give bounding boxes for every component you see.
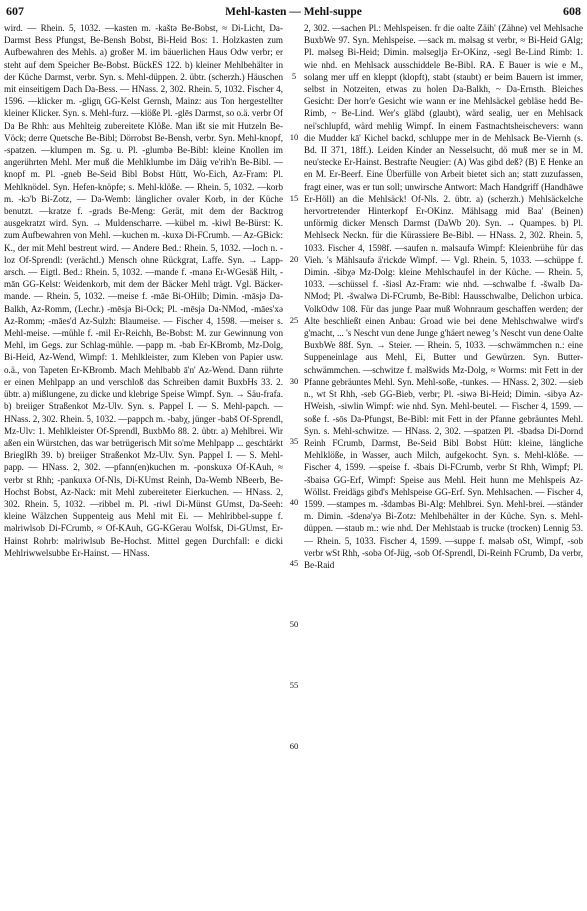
line-number: 15 [289, 192, 299, 203]
line-number: 20 [289, 253, 299, 264]
left-column-text: wird. — Rhein. 5, 1032. —kasten m. -kaštə Be-Bobst, ≈ Di-Licht, Da-Darmst Bess Pfungst, Be-Bensh Bobst, Bi-Heid Bos: 1. Holzkasten zum Aufbewahren des Mehls. a) großer M. im bäuerlichen Haus Odw verbr; er steht auf dem Speicher Be-Bobst. BückES 122. b) kleiner Mehlbehälter in der Küche Darmst, verbr. Syn. s. Mehl-düppen. 2. übtr. (scherzh.) Häuschen mit einseitigem Dach Da-Bess. — HNass. 2, 302. Rhein. 5, 1032. Fischer 4, 1596. —klicker m. -glign̥ GG-Kelst Gernsh, Mainz: aus Ton hergestellter kleiner Klicker. Syn. s. Mehl-furz. —klöße Pl. -glēs Darmst, so o.ä. verbr Of Da Be Rhh: aus Mehlteig zubereitete Klöße. Man ißt sie mit Hutzeln Be-Vöck; derre Quetsche Be-Bibl; Dörrobst Be-Bensh, verbr. Syn. Mehl-knopf, -spatzen. —klumpen m. Sg. u. Pl. -glumbə Be-Bibl: kleine Knollen im angerührten Mehl. Mer muß die Mehlklumbe im Däig ve'rih'n Be-Bibl. —knopf m. Pl. -gneb Be-Seid Bibl Bobst Hütt, Wo-Eich, Az-Fram: Pl. Mehlknödel. Syn. Hefen-knöpfe; s. Mehl-klöße. — Rhein. 5, 1032. —korb m. -kɔ'b Bi-Zotz, — Da-Wemb: länglicher ovaler Korb, in der Küche benutzt. —kratze f. -grads Be-Meng: Gerät, mit dem der Backtrog ausgekratzt wird. Syn. → Muldenscharre. —kübel m. -kiwl Be-Bürst: K. zum Aufbewahren von Mehl. —kuchen m. -kuxə Di-FCrumb. — Az-GBick: K., der mit Mehl bestreut wird. — Andere Bed.: Rhein. 5, 1032. —loch n. -loz Of-Sprendl: (verächtl.) Mensch ohne Rückgrat, Laffe. Syn. → Lapp-arsch. — Eigtl. Bed.: Rhein. 5, 1032. —mande f. -manə Er-WGesäß Hilt, -mān GG-Kelst: Weidenkorb, mit dem der Bäcker Mehl trägt. Vgl. Bäcker-mande. — Rhein. 5, 1032. —meise f. -māe Bi-OHilb; Dimin. -māsjə Da-Balkh, Az-Romm, (Lechr.) -mēsjə Bi-Ock; Pl. -mēsjə Da-NMod, -māes'xə Az-Romm; -māes'd Az-Sulzh: Blaumeise. — Fischer 4, 1598. —meiser s. Mehl-meise. —mühle f. -mil Er-Reichh, Be-Bobst: M. zur Gewinnung von Mehl, im Gegs. zur Schlag-mühle. —papp m. -bab Er-KBromb, Mz-Dolg, Bi-Heid, Az-Wend, Wimpf: 1. Mehlkleister, zum Kleben von Papier usw. o.ä., von Tapeten Er-KBromb. Mach Mehlbabb ā'n' Az-Wend. Dann rührte er einen Mehlpapp an und verschloß das Schreiben damit BuxbHs 33. 2. übtr. a) mißlungene, zu dicke und klebrige Speise Wimpf. Syn. → Säu-frafa. b) breiiger Straßenkot Mz-Ulv. Syn. s. Pappel I. — S. Mehl-papch. — HNass. 2, 302. Rhein. 5, 1032. —pappch m. -babχ, jünger -babš Of-Sprendl, Mz-Ulv: 1. Mehlkleister Of-Sprendl, BuxbMo 88. 2. übtr. a) Mehlbrei. Wir aßen ein Würstchen, das war betrügerisch Mit so'me Mehlpapp ... geschtärkt BrieglRh 39. b) breiiger Straßenkot Mz-Ulv. Syn. Pappel I. — S. Mehl-papp. — HNass. 2, 302. —pfann(en)kuchen m. -ponskuxə Of-KAuh, ≈ verbr st Rhh; -pankuxə Of-Nls, Di-KUmst Reinh, Da-Wemb NBeerb, Be-Hochst Bobst, Az-Nack: mit Mehl zubereiteter Eierkuchen. — HNass. 2, 302. Rhein. 5, 1032. —ribbel m. Pl. -riwl Di-Münst GUmst, Da-Seeh: kleine Wälzchen Suppenteig aus Mehl mit Ei. — Mehlribbel-suppe f. məlriwlsob Di-FCrumb, ≈ Of-KAuh, GG-KGerau Wolfsk, Di-GUmst, Er-Hainst Rohrb: məlriwlsub Be-Hochst. Mittel gegen Durchfall: e dicki Mehlriwwelsubbe Er-Hainst. — HNass. [4, 23, 283, 558]
line-number: 40 [289, 497, 299, 508]
right-column [304, 22, 583, 908]
line-number: 45 [289, 558, 299, 569]
line-number: 30 [289, 375, 299, 386]
line-number: 55 [289, 680, 299, 690]
line-number: 5 [291, 71, 297, 81]
line-number-margin [286, 22, 302, 908]
line-number: 60 [289, 740, 299, 751]
line-number: 35 [289, 436, 299, 447]
running-title: Mehl-kasten — Mehl-suppe [225, 6, 362, 18]
line-number: 25 [289, 314, 299, 325]
page-number-left: 607 [6, 4, 24, 18]
line-number: 50 [289, 619, 299, 630]
page-header [6, 4, 581, 22]
right-column-text: 2, 302. —sachen Pl.: Mehlspeisen. fr die oalte Zäih' (Zähne) vel Mehlsache BuxbWe 97. Syn. Mehlspeise. —sack m. məlsag st verbr, ≈ Bi-Heid GAlg; Pl. məlseg Bi-Heid; Dimin. məlsegljə Er-OKinz, -segl Be-Lind Rimb: 1. wie nhd. en Mehlsack ausschiddele Be-Bibl. RA. E Bauer is wie e M., solang mer uff en kleppt (klopft), stabt (staubt) er beim Bauern ist immer, selbst in Notzeiten, etwas zu holen Da-Balkh, ~ Da-Ernsth. Bleiches Gesicht: Der horr'e Gesicht wie wann er ine Mehlsäckel gebläse hedd Be-Rimb, ~ Be-Lind. Wer's gläbd (glaubt), wärd sealig, uer en Mehlsack nei'schlupfd, wärd mehlig Wimpf. In einem Fastnachtsheischevers: wann die Mudder kā' Kichel backd, schluppe mer in de Mehlsack Be-Viernh (s. Bd. II 371, 18ff.). Leiden Kinder an Nesselsucht, dö muß mer se in M. neu'stecke Er-Hainst. Bestrafte Neugier: (A) Was gibd deß? (B) E Henke an en M. Er-Beerf. Eine Überfülle von Arbeit bietet sich an; statt zuzufassen, fragt einer, was er tun soll; unwirsche Antwort: Mach Handgriff (Handhāwe Er-Höll) an die Mehlsäck! Of-Nls. 2. übtr. a) (scherzh.) Mehlsäckelche hervortretender Hinterkopf Er-OKinz. Mählsagg mid Baa' (Beinen) unförmig dicker Mensch Darmst (DaWb 20). Syn. → Quampes. b) Pl. Mehlseck Neckn. für die Kürassiere Be-Bibl. — HNass. 2, 302. Rhein. 5, 1033. Fischer 4, 1598f. —saufen n. məlsaufə Wimpf: Kleienbrühe für das Vieh. 's Mählsaufə ä'rickde Wimpf. — Vgl. Rhein. 5, 1033. —schüppe f. Dimin. -šibχə Mz-Dolg: kleine Mehlschaufel in der Küche. — Rhein. 5, 1033. —schüssel f. -šiəsl Az-Fram: wie nhd. —schwalbe f. -šwalb Da-NMod; Pl. -šwalwə Di-FCrumb, Be-Bibl: Hausschwalbe, Delichon urbica. VolkOdw 108. Für das junge Paar muß Wohnraum geschaffen werden; der Alte beschließt einen Anbau: Groad wie bei dene Mehlschwalwe wird's g'macht, ... 's Nescht vun dene Junge g'häert neweg 's Nescht vun dene Oalte BuxbWe 88f. Syn. → Steier. — Rhein. 5, 1033. —schwämmchen n.: eine Suppeneinlage aus Mehl, Ei, Butter und Gewürzen. Syn. Butter-schwämmchen. —schwitze f. məlšwids Mz-Dolg, ≈ Worms: mit Fett in der Pfanne gebräuntes Mehl. Syn. Mehl-soße, -tunkes. — HNass. 2, 302. —sieb n., wt St Rhh, -seb GG-Bieb, verbr; Pl. -siwə Bi-Heid; Dimin. -sibyə Az-HWeish, -siwlin Wimpf: wie nhd. Syn. Mehl-beutel. — Fischer 4, 1599. —soße f. -sōs Da-Pfungst, Be-Bibl: mit Fett in der Pfanne gebräuntes Mehl. Syn. s. Mehl-schwitze. — HNass. 2, 302. —spatzen Pl. -šbadsə Di-Dornd Reinh FCrumb, Darmst, Be-Seid Bibl Bobst Hütt: kleine, längliche Mehlklöße, in Wasser, auch Milch, aufgekocht. Syn. s. Mehl-klöße. — Fischer 4, 1599. —speise f. -šbais Di-FCrumb, verbr St Rhh, Wimpf; Pl. -šbaisə GG-Erf, Wimpf: Speise aus Mehl. Heit hunn me Mehlspeis Az-Wöllst. Freidägs gibd's Mehlspeise GG-Erf. Syn. Mehlsachen. — Fischer 4, 1599. —stampes m. -šdambəs Bi-Alg: Mehlbrei. Syn. Mehl-brei. —ständer m. Dimin. -šdenə'yə Bi-Zotz: Mehlbehälter in der Küche. Syn. s. Mehl-düppen. —staub m.: wie nhd. Der Mehlstaab is trucke (trocken) Lennig 53. — Rhein. 5, 1033. Fischer 4, 1599. —suppe f. məlsəb oSt, Wimpf, -sob verbr wSt Rhh, -sobə Of-Jüg, -sob Of-Sprendl, Di-Reinh FCrumb, Da verbr, Be-Raid [304, 23, 583, 570]
left-column [4, 22, 283, 908]
page-number-right: 608 [562, 4, 581, 18]
line-number: 10 [289, 131, 299, 142]
